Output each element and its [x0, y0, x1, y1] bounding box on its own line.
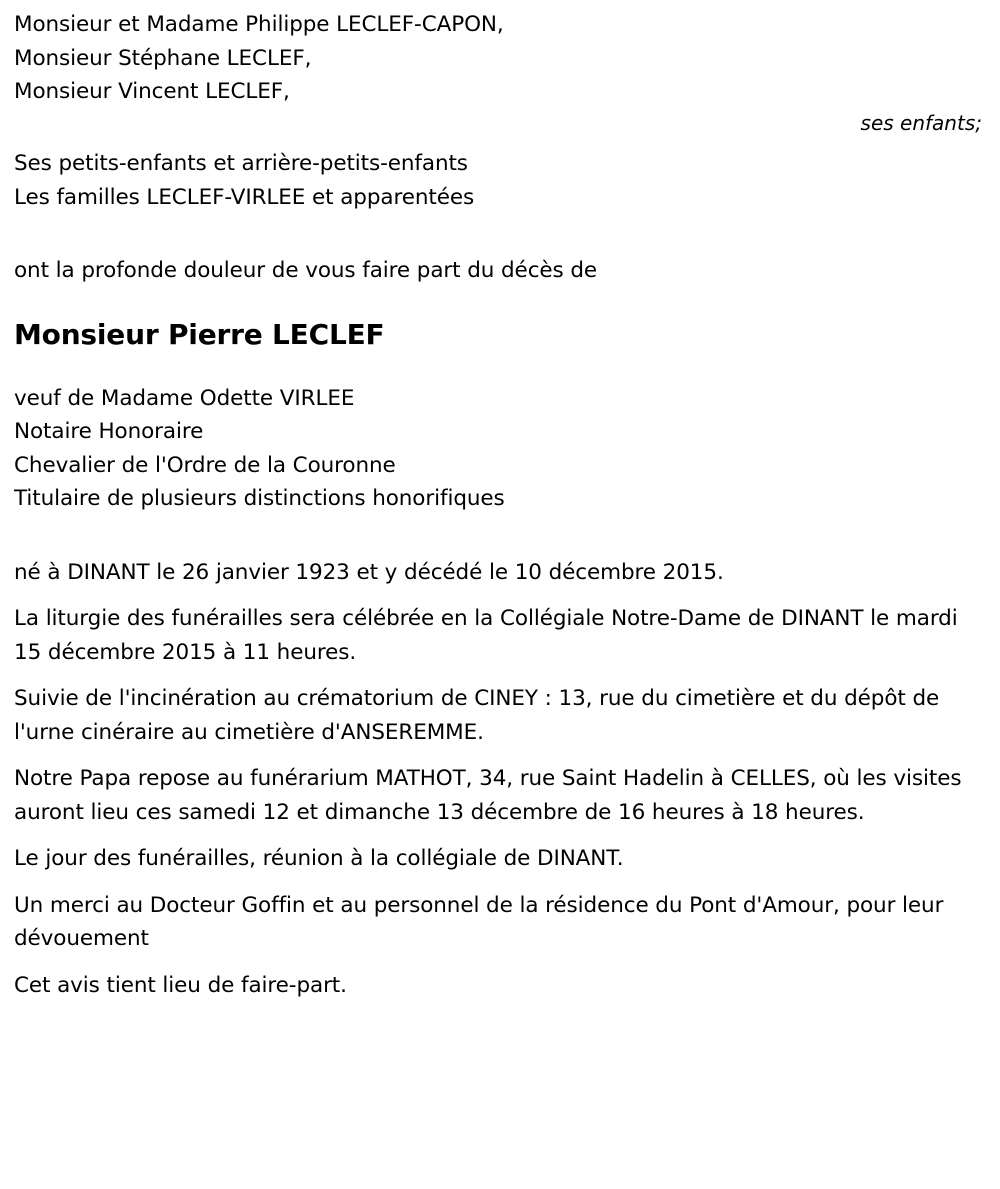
spacer: [14, 288, 990, 318]
spacer: [14, 956, 990, 969]
announcement-intro: ont la profonde douleur de vous faire part du décès de: [14, 258, 598, 283]
qualifications-block: [14, 382, 990, 516]
spacer: [14, 829, 990, 842]
detail-paragraph: Le jour des funérailles, réunion à la collégiale de DINANT.: [14, 846, 624, 871]
spacer: [14, 214, 990, 254]
spacer: [14, 516, 990, 556]
extended-family-line: Ses petits-enfants et arrière-petits-enfants: [14, 151, 468, 176]
detail-paragraph: Notre Papa repose au funérarium MATHOT, 34, rue Saint Hadelin à CELLES, où les visites auront lieu ces samedi 12 et dimanche 13 décembre de 16 heures à 18 heures.: [14, 766, 962, 825]
survivor-line: Monsieur Stéphane LECLEF,: [14, 45, 312, 71]
extended-family-block: [14, 147, 990, 214]
spacer: [14, 749, 990, 762]
deceased-name: Monsieur Pierre LECLEF: [14, 317, 385, 351]
spacer: [14, 589, 990, 602]
extended-family-line: Les familles LECLEF-VIRLEE et apparentées: [14, 184, 475, 210]
spacer: [14, 669, 990, 682]
detail-paragraph: Un merci au Docteur Goffin et au personnel de la résidence du Pont d'Amour, pour leur dévouement: [14, 892, 944, 951]
qualification-line: Titulaire de plusieurs distinctions honorifiques: [14, 486, 505, 511]
spacer: [14, 140, 990, 147]
qualification-line: veuf de Madame Odette VIRLEE: [14, 385, 355, 411]
spacer: [14, 352, 990, 382]
details-block: [14, 556, 990, 1003]
survivor-line: Monsieur et Madame Philippe LECLEF-CAPON,: [14, 12, 504, 37]
spacer: [14, 876, 990, 889]
survivor-line: Monsieur Vincent LECLEF,: [14, 79, 290, 104]
detail-paragraph: né à DINANT le 26 janvier 1923 et y décédé le 10 décembre 2015.: [14, 559, 724, 585]
qualification-line: Chevalier de l'Ordre de la Couronne: [14, 452, 396, 478]
detail-paragraph: La liturgie des funérailles sera célébrée en la Collégiale Notre-Dame de DINANT le mardi 15 décembre 2015 à 11 heures.: [14, 606, 958, 665]
relation-note: ses enfants;: [860, 110, 982, 135]
qualification-line: Notaire Honoraire: [14, 419, 204, 444]
detail-paragraph: Cet avis tient lieu de faire-part.: [14, 972, 347, 998]
detail-paragraph: Suivie de l'incinération au crématorium de CINEY : 13, rue du cimetière et du dépôt de l'urne cinéraire au cimetière d'ANSEREMME.: [14, 686, 940, 745]
survivors-block: [14, 8, 990, 109]
